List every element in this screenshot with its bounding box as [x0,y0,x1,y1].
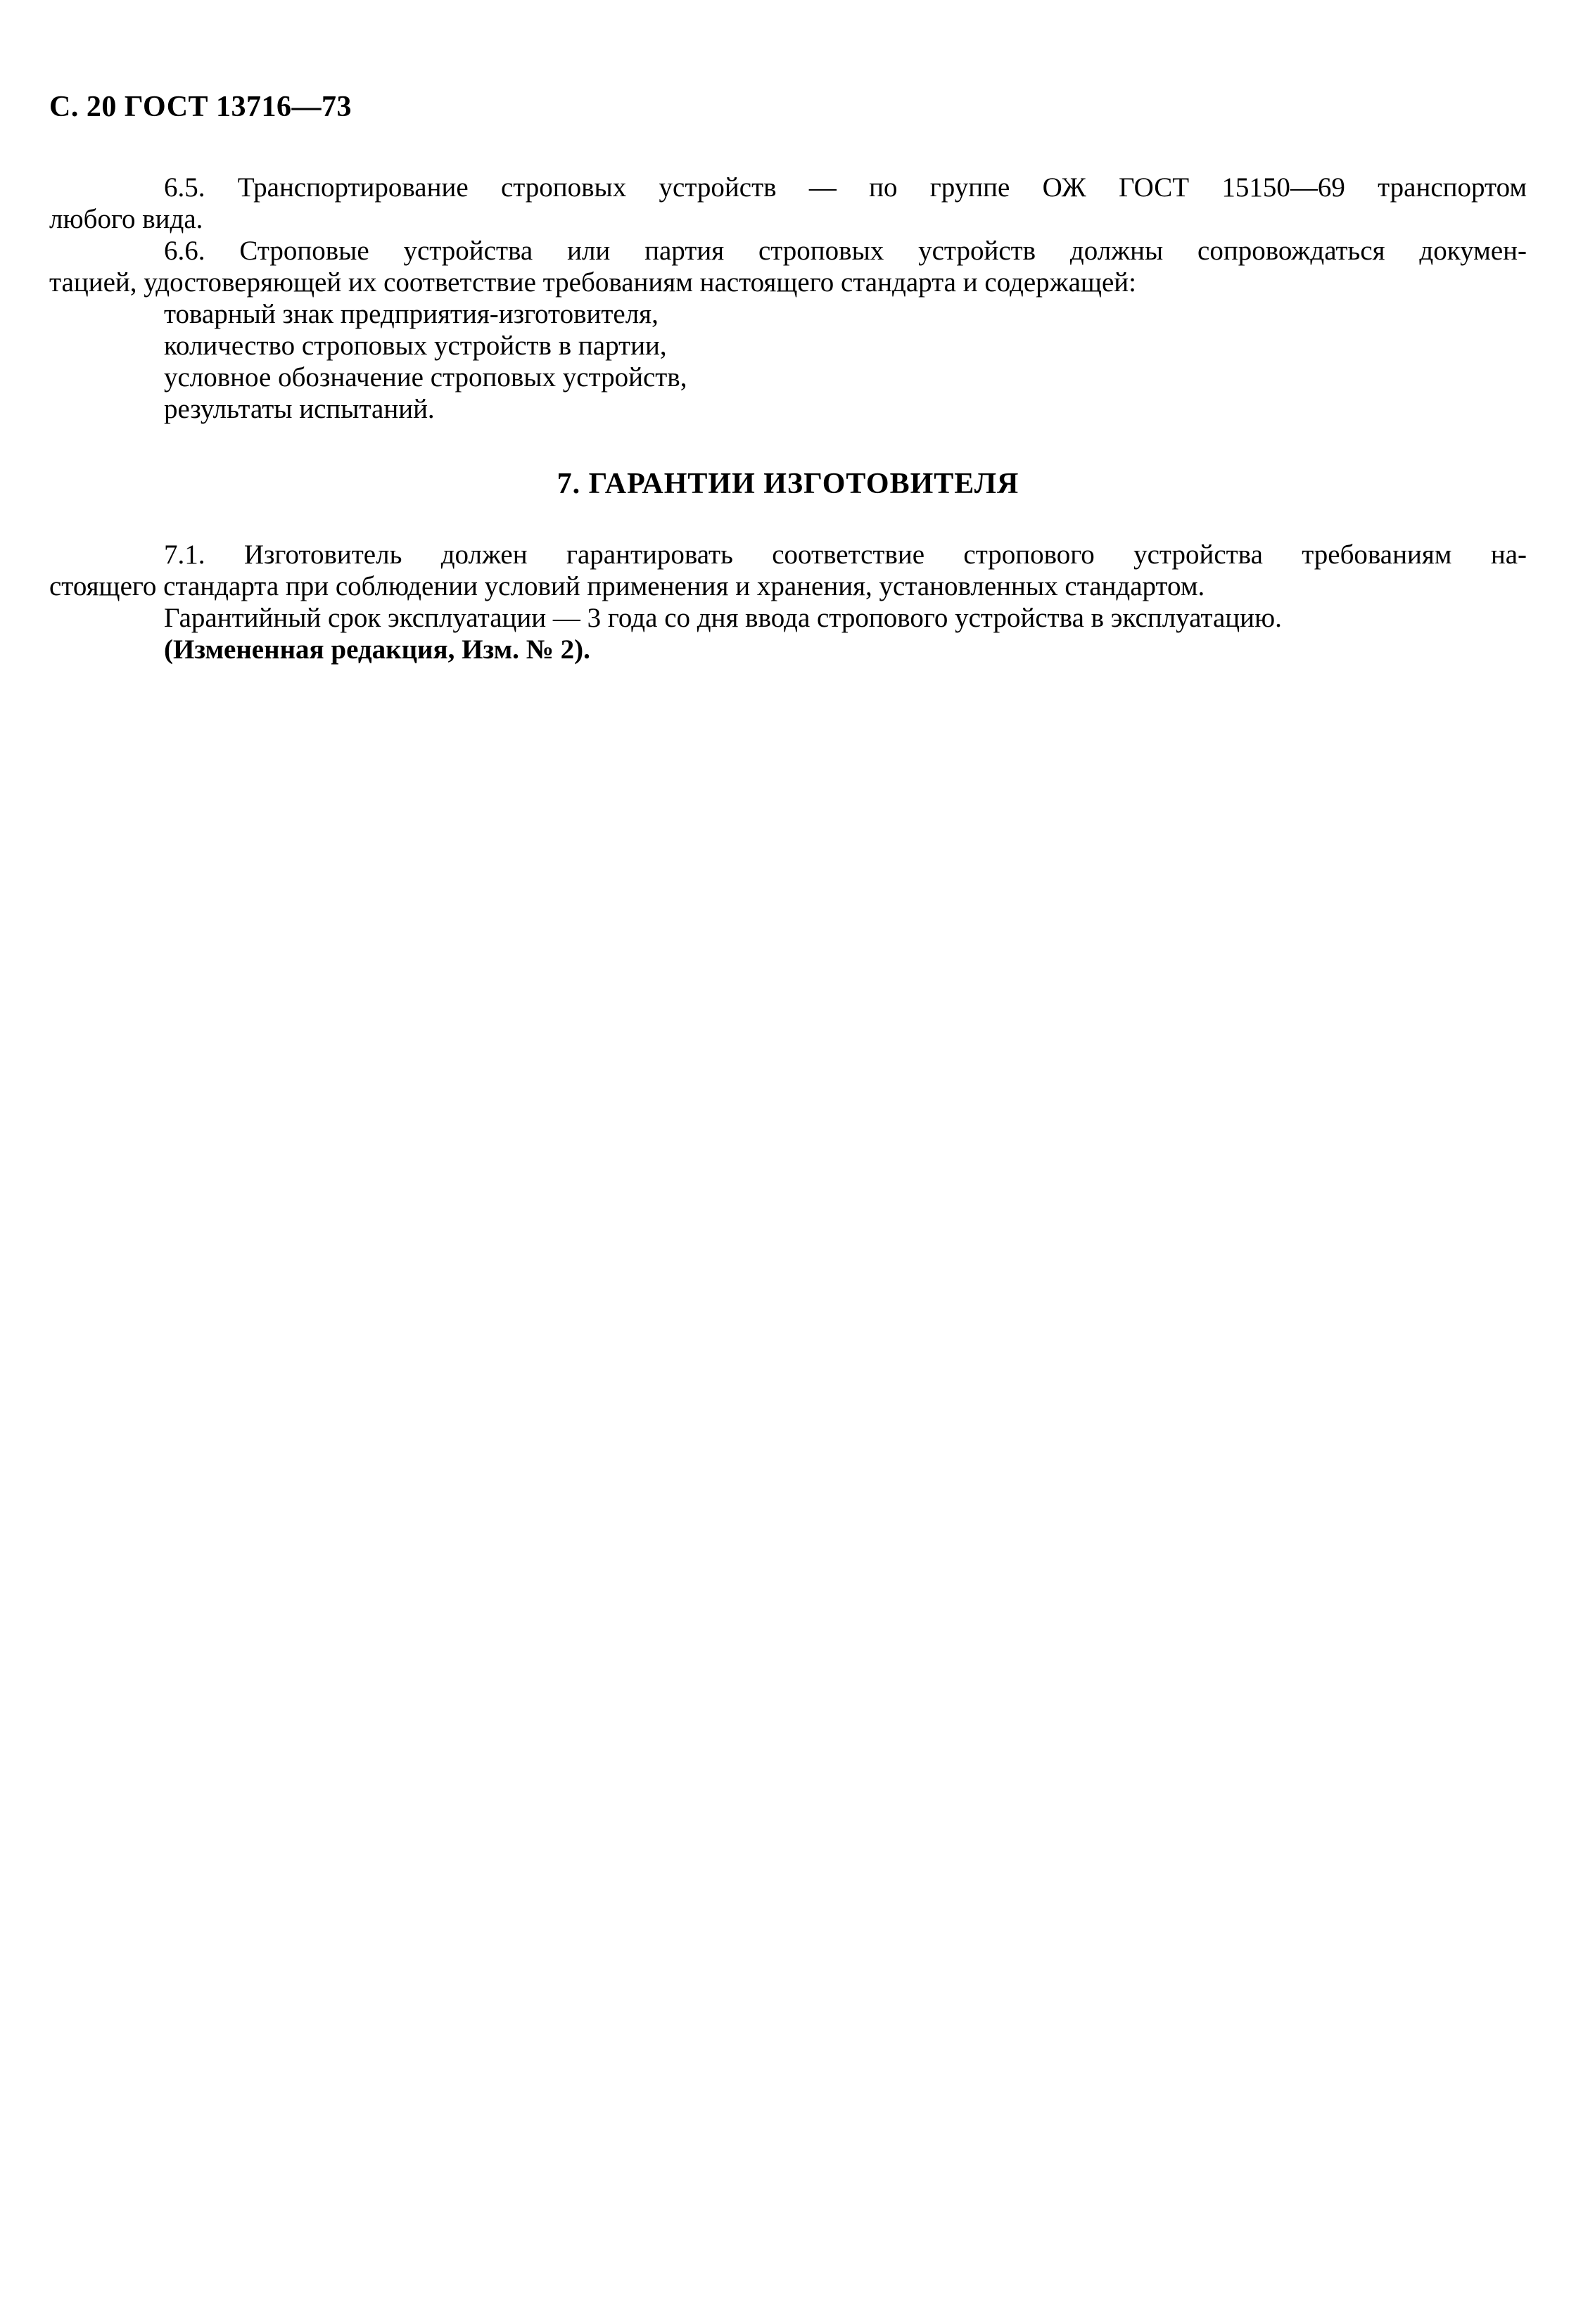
paragraph-6-5-line-2: любого вида. [49,204,203,234]
paragraph-6-6-line-1: 6.6. Строповые устройства или партия строповых устройств должны сопровождаться докумен- [164,236,1527,266]
running-head: С. 20 ГОСТ 13716—73 [49,91,352,123]
paragraph-6-5-line-1: 6.5. Транспортирование строповых устройств — по группе ОЖ ГОСТ 15150—69 транспортом [164,172,1527,203]
section-6-text [49,172,1527,425]
list-item: условное обозначение строповых устройств, [164,362,687,392]
section-7-text [49,539,1527,665]
paragraph-7-1-line-1: 7.1. Изготовитель должен гарантировать соответствие стропового устройства требованиям на- [164,540,1527,570]
list-item: товарный знак предприятия-изготовителя, [164,299,659,329]
paragraph-6-6-line-2: тацией, удостоверяющей их соответствие требованиям настоящего стандарта и содержащей: [49,267,1136,298]
section-7-heading: 7. ГАРАНТИИ ИЗГОТОВИТЕЛЯ [557,468,1019,500]
amendment-note: (Измененная редакция, Изм. № 2). [164,634,590,665]
warranty-line: Гарантийный срок эксплуатации — 3 года со дня ввода стропового устройства в эксплуатацию. [164,603,1282,633]
paragraph-7-1-line-2: стоящего стандарта при соблюдении условий применения и хранения, установленных стандартом. [49,571,1205,601]
list-item: результаты испытаний. [164,394,435,424]
list-item: количество строповых устройств в партии, [164,331,667,361]
